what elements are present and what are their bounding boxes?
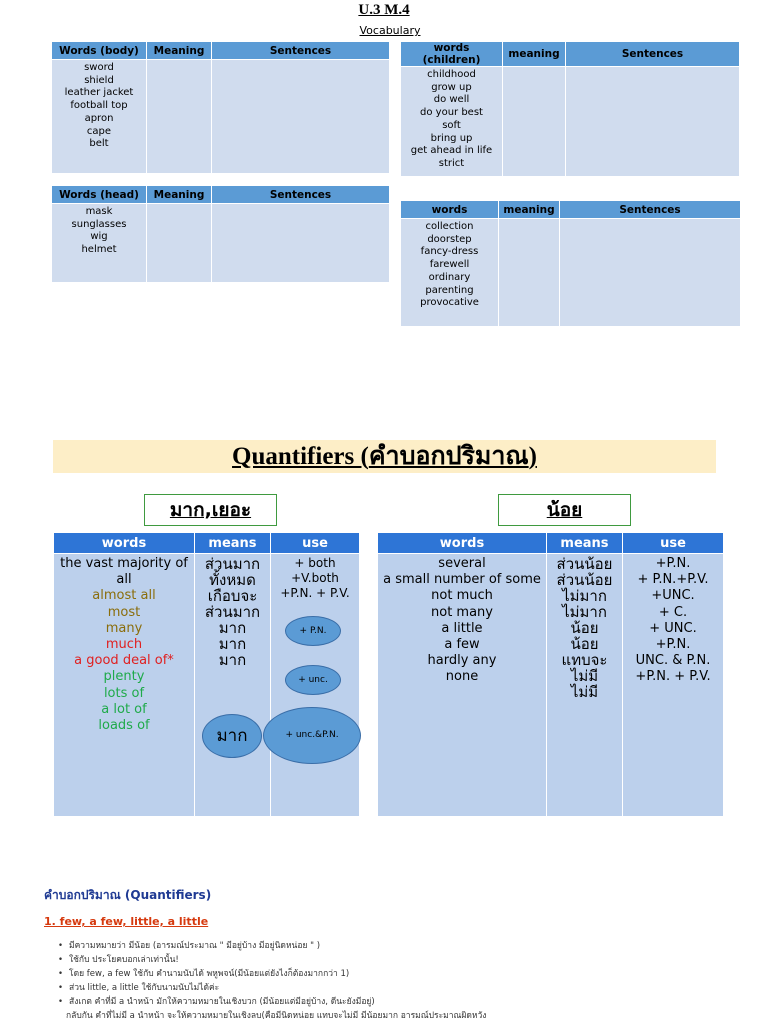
col-header-words: words (children): [401, 42, 503, 67]
word: bring up: [430, 132, 473, 144]
word: strict: [438, 157, 465, 169]
meaning: มาก: [218, 619, 247, 637]
col-header-sentences: Sentences: [212, 42, 390, 60]
quantifier-word: a little: [441, 620, 483, 636]
word: mask: [85, 206, 113, 217]
means-column: [547, 554, 623, 817]
note-bullet: • มีความหมายว่า มีน้อย (อารมณ์ประมาณ " มีอยู่บ้าง มีอยู่นิดหน่อย " ): [58, 938, 320, 952]
title-th: คำบอกปริมาณ: [368, 443, 529, 470]
usage: + both +V.both: [291, 556, 339, 585]
meaning: เกือบจะ: [207, 587, 258, 605]
word-list: [401, 67, 503, 177]
col-header-words: words: [401, 201, 499, 219]
quantifier-word: not much: [431, 588, 493, 604]
meaning-cell[interactable]: [147, 60, 212, 174]
quantifier-word: plenty: [103, 669, 145, 685]
word: cape: [86, 125, 112, 137]
word: sword: [84, 62, 114, 73]
quantifier-word: none: [445, 669, 479, 685]
vocab-table-body: [51, 41, 390, 174]
quantifier-word: almost all: [92, 588, 156, 604]
word: wig: [90, 231, 108, 243]
oval-unc: + unc.: [285, 665, 341, 695]
usage: +UNC.: [651, 588, 695, 604]
col-header-sentences: Sentences: [560, 201, 741, 219]
few-box: น้อย: [498, 494, 631, 526]
quantifier-word: not many: [431, 604, 493, 620]
vocab-table-misc: [400, 200, 741, 327]
quantifier-word: a lot of: [101, 701, 147, 717]
word: helmet: [81, 244, 117, 256]
word: collection: [425, 221, 474, 232]
means-column: [195, 554, 271, 817]
word: do well: [433, 94, 470, 106]
vocab-table-head: [51, 185, 390, 283]
col-header-sentences: Sentences: [212, 186, 390, 204]
quantifier-word: a good deal of*: [74, 653, 174, 669]
quantifier-word: the vast majority of: [60, 556, 188, 571]
col-header-words: words: [378, 533, 547, 554]
oval-pn: + P.N.: [285, 616, 341, 646]
word: soft: [442, 119, 461, 131]
meaning: ไม่มี: [570, 683, 599, 701]
meaning: น้อย: [570, 635, 599, 653]
usage: +P.N. + P.V.: [635, 669, 711, 685]
meaning: แทบจะ: [561, 651, 608, 669]
word: grow up: [431, 81, 472, 93]
quantifier-word: lots of: [103, 685, 145, 701]
word: childhood: [427, 69, 476, 80]
quantifier-word: a few: [444, 637, 480, 653]
word: sunglasses: [71, 218, 127, 230]
meaning: ส่วนน้อย: [556, 571, 613, 589]
word: shield: [84, 74, 114, 86]
words-column: [54, 554, 195, 817]
meaning-cell[interactable]: [147, 204, 212, 283]
col-header-meaning: Meaning: [147, 186, 212, 204]
page-subtitle: Vocabulary: [359, 24, 421, 37]
quantifier-word: most: [107, 604, 141, 620]
usage: + C.: [658, 604, 688, 620]
use-column: [623, 554, 724, 817]
note-bullet: • ส่วน little, a little ใช้กับนามนับไม่ได้ค่ะ: [58, 980, 219, 994]
word: provocative: [420, 297, 479, 309]
col-header-means: means: [547, 533, 623, 554]
notes-heading: คำบอกปริมาณ (Quantifiers): [44, 888, 212, 902]
usage: +P.N.: [655, 637, 691, 653]
quantifier-word: much: [105, 637, 143, 653]
meaning-cell[interactable]: [503, 67, 566, 177]
many-box: มาก,เยอะ: [144, 494, 277, 526]
few-quantifiers-table: [377, 532, 724, 817]
col-header-use: use: [623, 533, 724, 554]
meaning: น้อย: [570, 619, 599, 637]
meaning: ไม่มาก: [562, 587, 607, 605]
meaning: ไม่มาก: [562, 603, 607, 621]
usage: +P.N. + P.V.: [280, 586, 350, 600]
word: football top: [70, 100, 128, 112]
meaning: ส่วนมาก: [204, 555, 261, 573]
oval-unc-pn: + unc.&P.N.: [263, 707, 361, 764]
col-header-use: use: [271, 533, 360, 554]
word: farewell: [429, 259, 470, 271]
word: ordinary: [428, 271, 471, 283]
col-header-means: means: [195, 533, 271, 554]
usage: UNC. & P.N.: [635, 653, 711, 669]
col-header-words: Words (head): [52, 186, 147, 204]
meaning-cell[interactable]: [499, 219, 560, 327]
word: get ahead in life: [410, 145, 493, 157]
sentences-cell[interactable]: [566, 67, 740, 177]
quantifier-word: many: [105, 620, 143, 636]
word: fancy-dress: [420, 246, 479, 258]
quantifier-word: hardly any: [427, 653, 497, 669]
meaning: ส่วนมาก: [204, 603, 261, 621]
vocab-table-children: [400, 41, 740, 177]
word-list: [52, 204, 147, 283]
note-line: กลับกัน คำที่ไม่มี a นำหน้า จะให้ความหมายในเชิงลบ(คือมีนิดหน่อย แทบจะไม่มี มีน้อยมาก อารมณ์ประมาณผิดหวัง: [66, 1011, 487, 1021]
meaning: มาก: [218, 651, 247, 669]
word: apron: [84, 112, 114, 124]
meaning: มาก: [218, 635, 247, 653]
rule-heading: 1. few, a few, little, a little: [44, 915, 209, 928]
col-header-words: words: [54, 533, 195, 554]
usage: +P.N.: [655, 556, 691, 571]
sentences-cell[interactable]: [212, 204, 390, 283]
oval-mak: มาก: [202, 714, 262, 758]
word-list: [52, 60, 147, 174]
note-bullet: • สังเกต คำที่มี a นำหน้า มักให้ความหมายในเชิงบวก (มีน้อยแต่มีอยู่บ้าง, ดีนะยังมีอยู่): [58, 994, 375, 1008]
title-close: ): [528, 443, 537, 470]
quantifiers-title: [53, 440, 716, 474]
sentences-cell[interactable]: [212, 60, 390, 174]
word: do your best: [420, 107, 483, 119]
meaning: ทั้งหมด: [209, 571, 256, 589]
sentences-cell[interactable]: [560, 219, 741, 327]
quantifier-word: all: [116, 572, 132, 588]
quantifier-word: several: [438, 556, 486, 571]
words-column: [378, 554, 547, 817]
usage: + P.N.+P.V.: [637, 572, 709, 588]
meaning: ไม่มี: [570, 667, 599, 685]
quantifier-word: loads of: [98, 718, 150, 734]
title-en: Quantifiers (: [232, 443, 369, 470]
note-bullet: • ใช้กับ ประโยคบอกเล่าเท่านั้น!: [58, 952, 179, 966]
page-title: U.3 M.4: [358, 2, 410, 18]
meaning: ส่วนน้อย: [556, 555, 613, 573]
col-header-sentences: Sentences: [566, 42, 740, 67]
word: leather jacket: [64, 87, 134, 99]
word: parenting: [425, 284, 474, 296]
word: doorstep: [427, 233, 472, 245]
col-header-meaning: meaning: [499, 201, 560, 219]
note-bullet: • โดย few, a few ใช้กับ คำนามนับได้ พหูพจน์(มีน้อยแต่ยังไงก็ต้องมากกว่า 1): [58, 966, 349, 980]
usage: + UNC.: [649, 620, 697, 636]
word: belt: [89, 138, 109, 150]
col-header-meaning: Meaning: [147, 42, 212, 60]
quantifier-word: a small number of some: [383, 572, 541, 588]
col-header-meaning: meaning: [503, 42, 566, 67]
word-list: [401, 219, 499, 327]
col-header-words: Words (body): [52, 42, 147, 60]
